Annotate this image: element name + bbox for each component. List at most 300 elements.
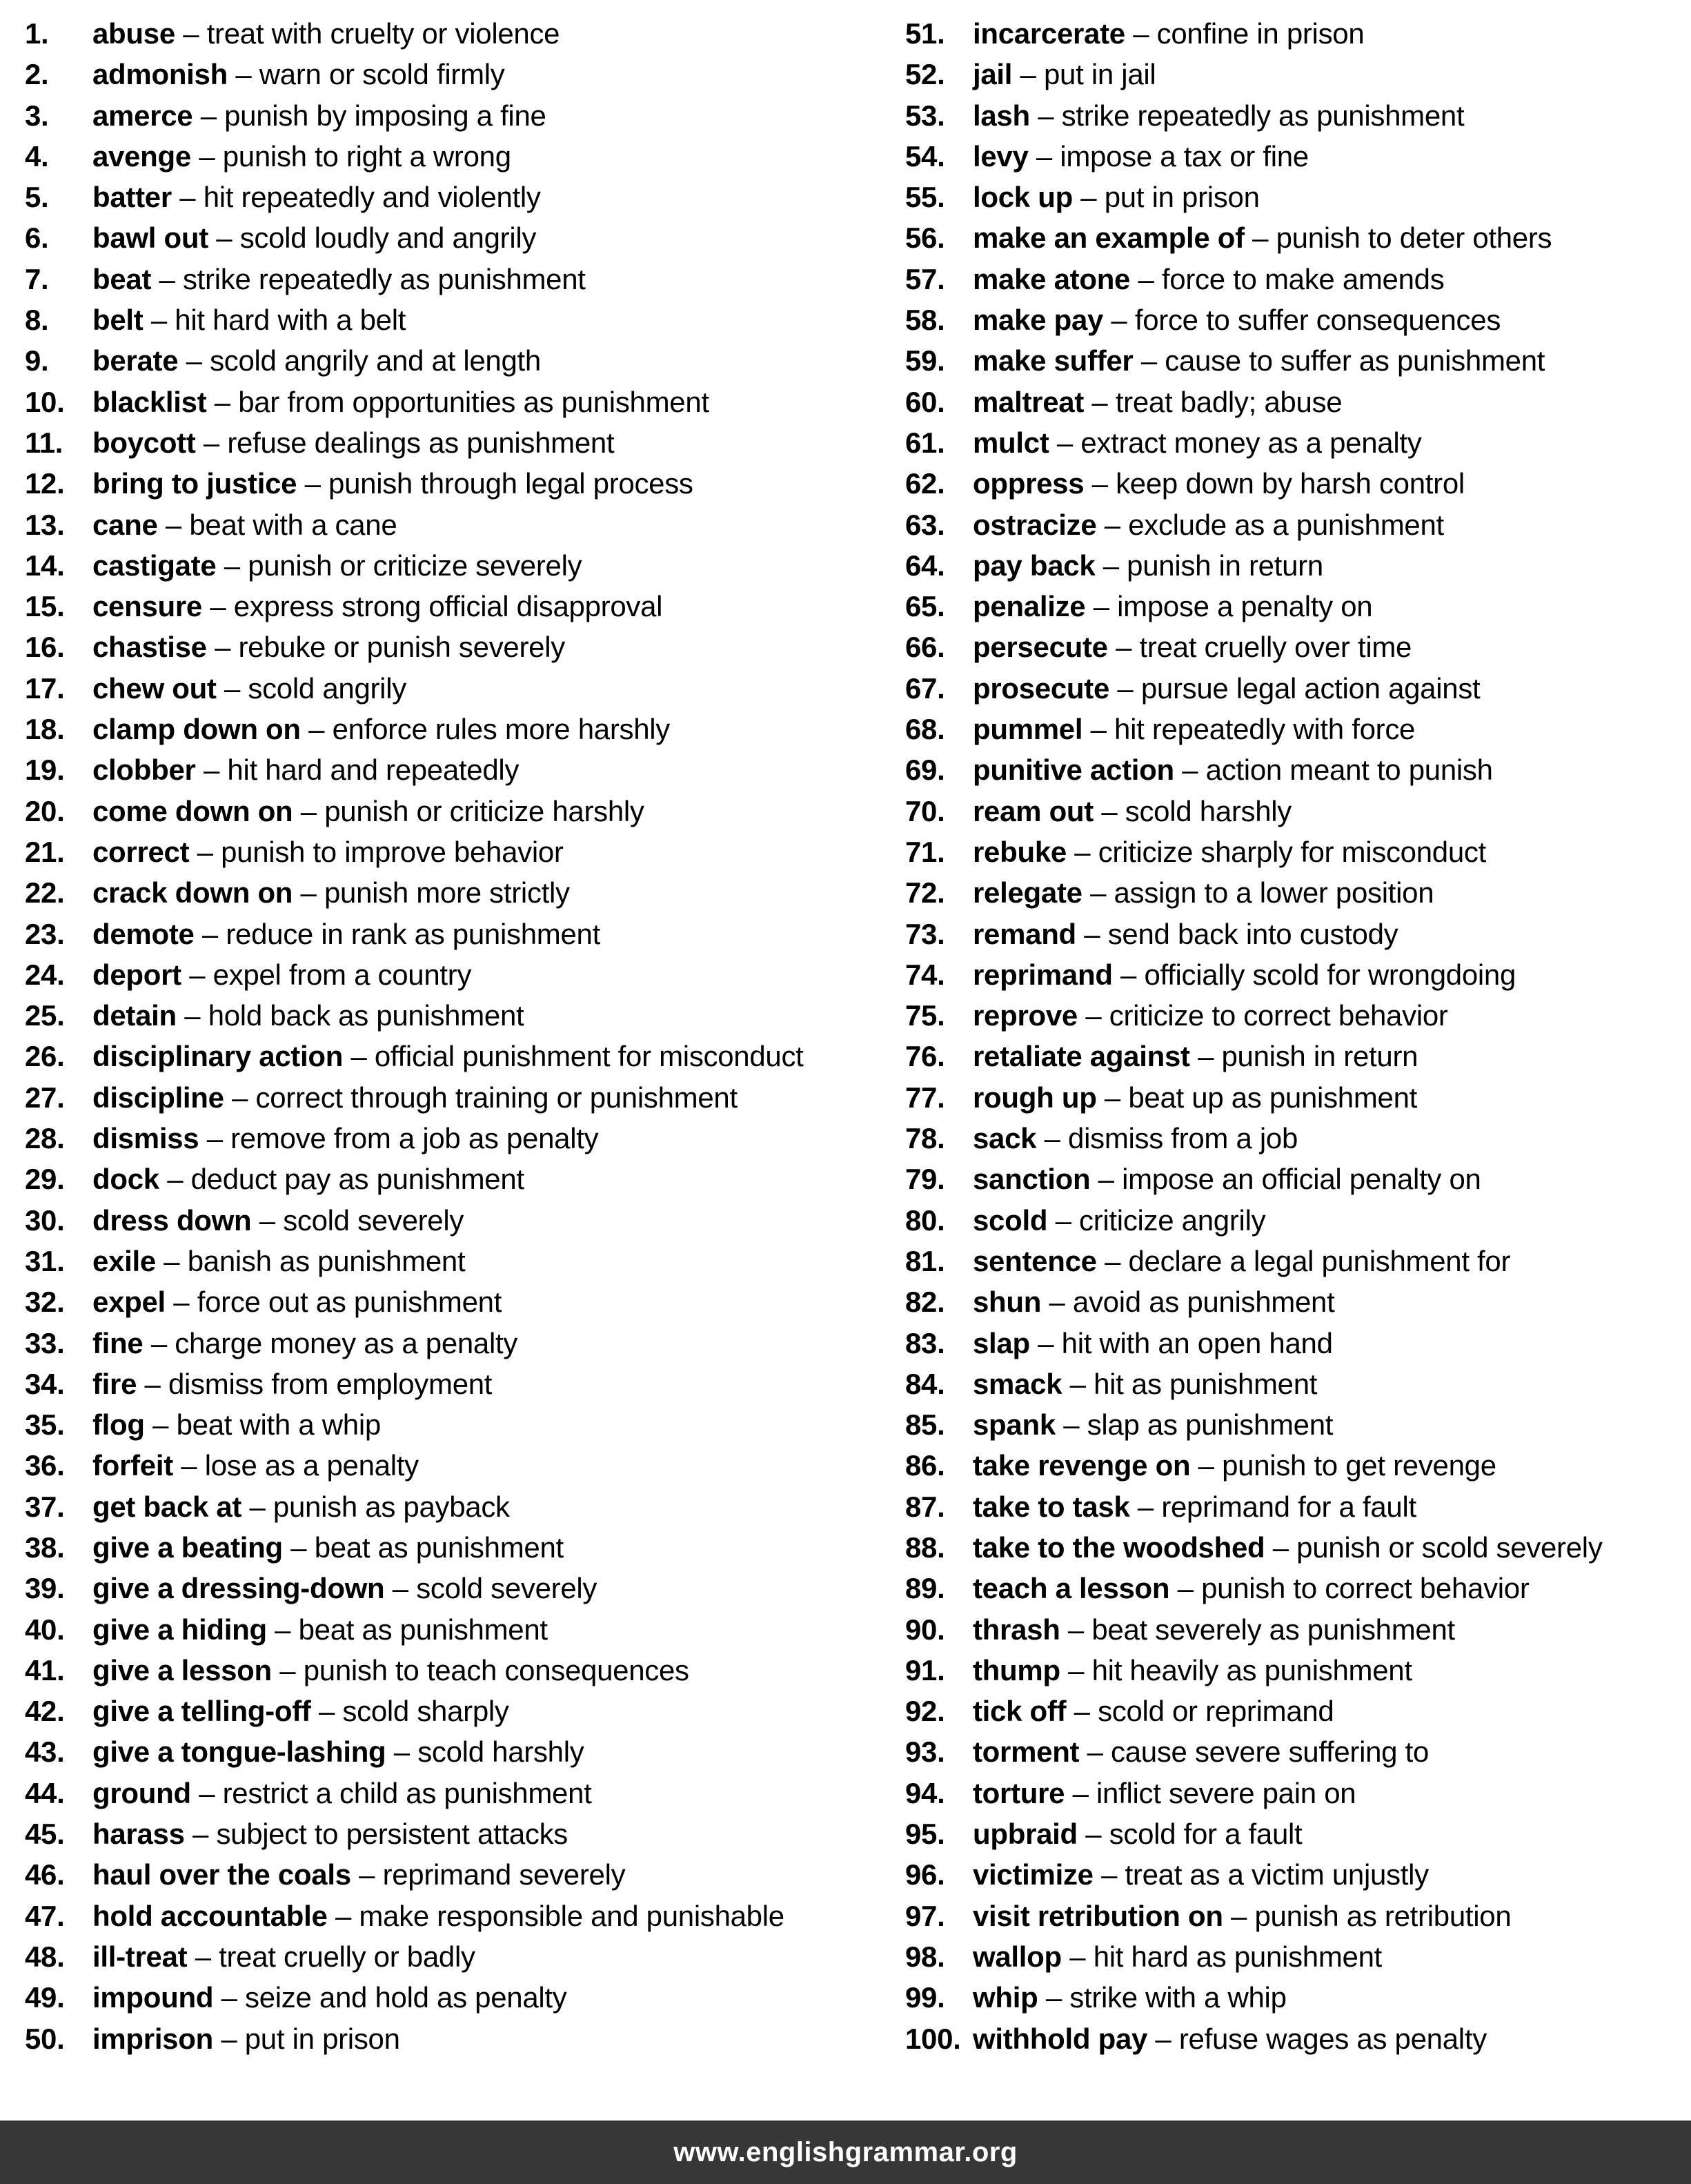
footer-url: www.englishgrammar.org — [673, 2136, 1018, 2167]
item-definition: treat cruelly over time — [1139, 631, 1412, 664]
item-number: 73. — [905, 917, 945, 950]
item-term: lock up — [973, 181, 1073, 214]
item-separator: – — [202, 590, 234, 623]
item-term: maltreat — [973, 385, 1085, 418]
item-number: 34. — [25, 1367, 65, 1400]
item-separator: – — [282, 1531, 315, 1564]
item-separator: – — [1103, 304, 1135, 337]
list-item — [25, 1813, 905, 1854]
item-number: 56. — [905, 222, 945, 255]
item-separator: – — [1125, 17, 1157, 50]
list-item — [905, 1486, 1603, 1527]
item-separator: – — [181, 958, 213, 991]
item-term: torture — [973, 1776, 1065, 1809]
item-definition: hit as punishment — [1094, 1367, 1318, 1400]
item-definition: declare a legal punishment for — [1128, 1244, 1511, 1277]
item-number: 40. — [25, 1613, 65, 1646]
item-definition: force to make amends — [1161, 262, 1445, 295]
item-term: pay back — [973, 549, 1096, 582]
item-term: hold accountable — [92, 1899, 328, 1932]
item-term: dress down — [92, 1203, 252, 1237]
item-separator: – — [1072, 181, 1105, 214]
item-number: 22. — [25, 876, 65, 909]
list-item — [905, 177, 1603, 217]
item-separator: – — [1095, 549, 1127, 582]
list-item — [25, 1691, 905, 1731]
item-separator: – — [1189, 1040, 1222, 1073]
item-term: imprison — [92, 2022, 213, 2055]
item-separator: – — [1062, 1367, 1094, 1400]
item-definition: punish to deter others — [1276, 222, 1552, 255]
item-definition: lose as a penalty — [204, 1449, 419, 1482]
item-definition: reprimand for a fault — [1161, 1490, 1416, 1523]
item-number: 92. — [905, 1695, 945, 1728]
list-item — [905, 1364, 1603, 1404]
list-item — [905, 995, 1603, 1036]
item-separator: – — [176, 999, 208, 1032]
list-item — [905, 1854, 1603, 1895]
item-definition: send back into custody — [1107, 917, 1398, 950]
item-definition: scold sharply — [342, 1695, 509, 1728]
item-number: 77. — [905, 1081, 945, 1114]
item-term: ostracize — [973, 508, 1097, 541]
item-separator: – — [178, 344, 210, 377]
item-number: 49. — [25, 1981, 65, 2014]
item-term: levy — [973, 139, 1029, 173]
item-number: 38. — [25, 1531, 65, 1564]
item-term: censure — [92, 590, 202, 623]
item-definition: action meant to punish — [1205, 754, 1493, 787]
list-item — [905, 1568, 1603, 1609]
item-number: 42. — [25, 1695, 65, 1728]
item-number: 75. — [905, 999, 945, 1032]
list-item — [25, 954, 905, 995]
item-separator: – — [1038, 1981, 1070, 2014]
item-number: 25. — [25, 999, 65, 1032]
item-number: 15. — [25, 590, 65, 623]
item-definition: banish as punishment — [187, 1244, 466, 1277]
list-item — [905, 1977, 1603, 2018]
item-definition: criticize sharply for misconduct — [1098, 835, 1486, 868]
item-separator: – — [1065, 1776, 1097, 1809]
item-separator: – — [192, 99, 225, 132]
list-item — [25, 2018, 905, 2059]
item-term: exile — [92, 1244, 156, 1277]
item-definition: exclude as a punishment — [1128, 508, 1444, 541]
item-term: give a lesson — [92, 1653, 272, 1686]
item-number: 24. — [25, 958, 65, 991]
list-item — [25, 668, 905, 709]
item-number: 80. — [905, 1203, 945, 1237]
item-definition: punish through legal process — [328, 467, 693, 500]
item-definition: punish as payback — [273, 1490, 510, 1523]
item-number: 8. — [25, 304, 49, 337]
item-number: 100. — [905, 2022, 961, 2055]
item-term: haul over the coals — [92, 1858, 351, 1891]
item-term: take to task — [973, 1490, 1130, 1523]
item-separator: – — [1084, 467, 1116, 500]
item-separator: – — [1096, 1081, 1129, 1114]
item-definition: beat as punishment — [314, 1531, 564, 1564]
item-term: lash — [973, 99, 1030, 132]
item-term: rebuke — [973, 835, 1067, 868]
item-term: reprimand — [973, 958, 1113, 991]
item-definition: punish or criticize harshly — [324, 794, 644, 827]
item-separator: – — [1029, 99, 1062, 132]
list-item — [905, 1773, 1603, 1813]
item-term: clamp down on — [92, 713, 301, 746]
item-number: 58. — [905, 304, 945, 337]
item-number: 67. — [905, 671, 945, 705]
item-term: sanction — [973, 1163, 1091, 1196]
item-term: castigate — [92, 549, 217, 582]
item-term: fine — [92, 1326, 144, 1359]
item-definition: treat badly; abuse — [1115, 385, 1343, 418]
item-separator: – — [199, 1122, 231, 1155]
item-term: cane — [92, 508, 158, 541]
item-separator: – — [1133, 344, 1165, 377]
item-separator: – — [1244, 222, 1276, 255]
list-item — [25, 749, 905, 790]
list-item — [905, 340, 1603, 381]
item-separator: – — [271, 1653, 304, 1686]
list-item — [25, 13, 905, 54]
item-term: thump — [973, 1653, 1060, 1686]
item-separator: – — [1130, 262, 1162, 295]
item-definition: charge money as a penalty — [175, 1326, 518, 1359]
item-number: 19. — [25, 754, 65, 787]
item-number: 82. — [905, 1286, 945, 1319]
item-definition: punish or criticize severely — [248, 549, 582, 582]
list-item — [25, 1323, 905, 1364]
word-list — [25, 13, 1603, 2059]
item-number: 81. — [905, 1244, 945, 1277]
item-separator: – — [1012, 58, 1044, 91]
item-separator: – — [171, 181, 204, 214]
item-term: harass — [92, 1818, 185, 1851]
list-item — [25, 627, 905, 667]
item-term: amerce — [92, 99, 193, 132]
item-separator: – — [1190, 1449, 1223, 1482]
item-number: 48. — [25, 1940, 65, 1973]
item-definition: enforce rules more harshly — [332, 713, 670, 746]
item-separator: – — [212, 2022, 245, 2055]
item-number: 5. — [25, 181, 49, 214]
item-number: 52. — [905, 58, 945, 91]
item-separator: – — [1174, 754, 1206, 787]
item-term: persecute — [973, 631, 1108, 664]
item-number: 7. — [25, 262, 49, 295]
list-item — [905, 749, 1603, 790]
item-separator: – — [1029, 1326, 1062, 1359]
item-number: 90. — [905, 1613, 945, 1646]
item-number: 94. — [905, 1776, 945, 1809]
item-number: 83. — [905, 1326, 945, 1359]
item-definition: hit with an open hand — [1061, 1326, 1333, 1359]
list-item — [25, 1650, 905, 1691]
item-separator: – — [206, 631, 239, 664]
item-separator: – — [1093, 794, 1125, 827]
item-number: 68. — [905, 713, 945, 746]
item-definition: reprimand severely — [382, 1858, 626, 1891]
item-term: bawl out — [92, 222, 208, 255]
item-separator: – — [1096, 1244, 1129, 1277]
list-item — [25, 1854, 905, 1895]
item-term: get back at — [92, 1490, 242, 1523]
list-item — [25, 1609, 905, 1650]
item-term: spank — [973, 1408, 1056, 1442]
list-item — [25, 995, 905, 1036]
item-separator: – — [1109, 671, 1141, 705]
list-item — [905, 791, 1603, 832]
item-definition: treat with cruelty or violence — [206, 17, 560, 50]
list-item — [905, 1077, 1603, 1118]
item-separator: – — [175, 17, 207, 50]
item-number: 21. — [25, 835, 65, 868]
item-separator: – — [1076, 917, 1108, 950]
item-definition: put in prison — [244, 2022, 400, 2055]
list-item — [25, 1977, 905, 2018]
item-separator: – — [159, 1163, 191, 1196]
item-term: make suffer — [973, 344, 1134, 377]
list-item — [25, 914, 905, 954]
item-separator: – — [1096, 508, 1129, 541]
item-separator: – — [216, 549, 248, 582]
item-number: 54. — [905, 139, 945, 173]
list-item — [25, 95, 905, 136]
item-term: belt — [92, 304, 144, 337]
item-separator: – — [386, 1735, 418, 1769]
item-number: 61. — [905, 426, 945, 459]
item-term: visit retribution on — [973, 1899, 1223, 1932]
list-item — [905, 1936, 1603, 1977]
item-number: 1. — [25, 17, 49, 50]
item-term: ill-treat — [92, 1940, 188, 1973]
item-number: 26. — [25, 1040, 65, 1073]
item-definition: extract money as a penalty — [1080, 426, 1422, 459]
item-separator: – — [251, 1203, 284, 1237]
item-number: 53. — [905, 99, 945, 132]
list-item — [905, 709, 1603, 749]
item-definition: bar from opportunities as punishment — [238, 385, 709, 418]
list-item — [905, 136, 1603, 177]
item-definition: strike repeatedly as punishment — [182, 262, 586, 295]
item-definition: scold harshly — [417, 1735, 584, 1769]
list-item — [25, 299, 905, 340]
list-item — [25, 177, 905, 217]
item-number: 85. — [905, 1408, 945, 1442]
item-term: pummel — [973, 713, 1083, 746]
list-item — [25, 1445, 905, 1486]
list-item — [25, 832, 905, 872]
item-definition: subject to persistent attacks — [216, 1818, 568, 1851]
item-separator: – — [194, 917, 226, 950]
item-definition: punish to teach consequences — [303, 1653, 689, 1686]
item-separator: – — [137, 1367, 168, 1400]
item-separator: – — [1129, 1490, 1162, 1523]
item-number: 20. — [25, 794, 65, 827]
item-term: mulct — [973, 426, 1049, 459]
item-number: 86. — [905, 1449, 945, 1482]
item-number: 95. — [905, 1818, 945, 1851]
item-term: abuse — [92, 17, 175, 50]
item-definition: scold for a fault — [1109, 1818, 1303, 1851]
item-definition: hit hard as punishment — [1093, 1940, 1383, 1973]
item-number: 47. — [25, 1899, 65, 1932]
item-separator: – — [1060, 1613, 1092, 1646]
item-separator: – — [1085, 590, 1118, 623]
item-term: punitive action — [973, 754, 1174, 787]
item-term: withhold pay — [973, 2022, 1148, 2055]
item-definition: scold angrily and at length — [210, 344, 541, 377]
item-separator: – — [190, 1776, 223, 1809]
item-term: reprove — [973, 999, 1078, 1032]
item-separator: – — [293, 794, 325, 827]
item-number: 13. — [25, 508, 65, 541]
list-item — [25, 422, 905, 463]
item-term: expel — [92, 1286, 166, 1319]
item-term: impound — [92, 1981, 214, 2014]
item-definition: expel from a country — [212, 958, 472, 991]
list-item — [25, 586, 905, 627]
item-definition: slap as punishment — [1087, 1408, 1334, 1442]
list-item — [905, 299, 1603, 340]
item-number: 6. — [25, 222, 49, 255]
item-term: boycott — [92, 426, 196, 459]
item-term: take to the woodshed — [973, 1531, 1265, 1564]
list-item — [25, 1896, 905, 1936]
list-item — [905, 259, 1603, 299]
item-definition: hit heavily as punishment — [1091, 1653, 1412, 1686]
item-separator: – — [172, 1449, 205, 1482]
list-item — [25, 1200, 905, 1241]
item-term: come down on — [92, 794, 293, 827]
word-list-column-right — [905, 13, 1603, 2059]
list-item — [25, 382, 905, 422]
list-item — [25, 1364, 905, 1404]
list-item — [25, 1527, 905, 1568]
list-item — [25, 340, 905, 381]
item-definition: punish more strictly — [324, 876, 570, 909]
item-number: 87. — [905, 1490, 945, 1523]
list-item — [905, 382, 1603, 422]
item-number: 72. — [905, 876, 945, 909]
item-number: 59. — [905, 344, 945, 377]
list-item — [905, 1200, 1603, 1241]
item-definition: hit repeatedly with force — [1114, 713, 1416, 746]
item-number: 97. — [905, 1899, 945, 1932]
item-number: 11. — [25, 426, 63, 459]
item-term: flog — [92, 1408, 145, 1442]
item-separator: – — [1169, 1572, 1202, 1605]
item-separator: – — [1047, 1203, 1079, 1237]
item-term: make pay — [973, 304, 1104, 337]
item-number: 29. — [25, 1163, 65, 1196]
item-number: 63. — [905, 508, 945, 541]
item-term: beat — [92, 262, 152, 295]
item-definition: put in jail — [1043, 58, 1156, 91]
list-item — [25, 545, 905, 586]
item-term: detain — [92, 999, 177, 1032]
item-separator: – — [1061, 1940, 1094, 1973]
item-term: rough up — [973, 1081, 1097, 1114]
list-item — [905, 586, 1603, 627]
item-term: berate — [92, 344, 179, 377]
item-separator: – — [195, 426, 228, 459]
list-item — [905, 463, 1603, 504]
item-term: prosecute — [973, 671, 1110, 705]
item-number: 12. — [25, 467, 65, 500]
item-separator: – — [227, 58, 259, 91]
item-term: torment — [973, 1735, 1080, 1769]
item-separator: – — [1107, 631, 1140, 664]
list-item — [25, 709, 905, 749]
item-definition: remove from a job as penalty — [230, 1122, 599, 1155]
item-separator: – — [224, 1081, 256, 1114]
item-term: chew out — [92, 671, 217, 705]
list-item — [905, 627, 1603, 667]
item-term: ground — [92, 1776, 191, 1809]
list-item — [25, 1241, 905, 1281]
item-definition: cause severe suffering to — [1111, 1735, 1430, 1769]
item-separator: – — [1066, 1695, 1098, 1728]
item-number: 62. — [905, 467, 945, 500]
item-number: 2. — [25, 58, 49, 91]
item-definition: punish to get revenge — [1222, 1449, 1496, 1482]
list-item — [905, 872, 1603, 913]
item-definition: refuse dealings as punishment — [227, 426, 615, 459]
item-definition: impose a tax or fine — [1060, 139, 1309, 173]
list-item — [905, 1731, 1603, 1772]
item-number: 46. — [25, 1858, 65, 1891]
item-definition: dismiss from a job — [1068, 1122, 1298, 1155]
item-number: 60. — [905, 385, 945, 418]
item-term: relegate — [973, 876, 1082, 909]
item-term: teach a lesson — [973, 1572, 1170, 1605]
item-separator: – — [155, 1244, 188, 1277]
item-separator: – — [195, 754, 228, 787]
item-definition: restrict a child as punishment — [222, 1776, 592, 1809]
item-separator: – — [1082, 876, 1114, 909]
item-number: 16. — [25, 631, 65, 664]
list-item — [905, 832, 1603, 872]
list-item — [905, 422, 1603, 463]
item-number: 55. — [905, 181, 945, 214]
item-definition: punish in return — [1127, 549, 1323, 582]
list-item — [905, 668, 1603, 709]
item-number: 69. — [905, 754, 945, 787]
list-item — [25, 1077, 905, 1118]
item-number: 18. — [25, 713, 65, 746]
item-separator: – — [1041, 1286, 1073, 1319]
item-number: 39. — [25, 1572, 65, 1605]
item-number: 65. — [905, 590, 945, 623]
list-item — [905, 545, 1603, 586]
item-term: thrash — [973, 1613, 1060, 1646]
item-separator: – — [1082, 713, 1115, 746]
list-item — [905, 1036, 1603, 1076]
item-number: 17. — [25, 671, 65, 705]
item-definition: criticize to correct behavior — [1109, 999, 1448, 1032]
item-definition: force to suffer consequences — [1134, 304, 1501, 337]
list-item — [905, 1445, 1603, 1486]
item-definition: confine in prison — [1156, 17, 1365, 50]
item-separator: – — [206, 385, 239, 418]
item-definition: deduct pay as punishment — [190, 1163, 524, 1196]
item-number: 91. — [905, 1653, 945, 1686]
item-definition: scold angrily — [248, 671, 406, 705]
list-item — [25, 1936, 905, 1977]
